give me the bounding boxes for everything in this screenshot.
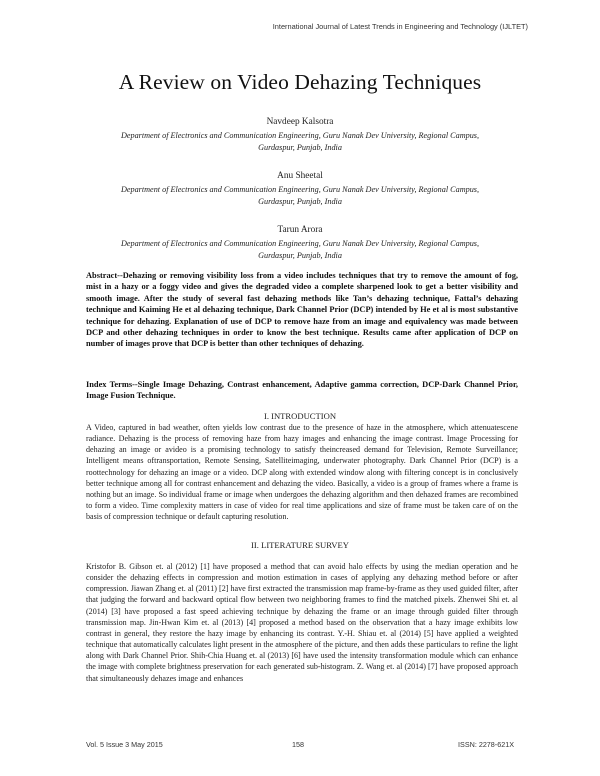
affiliation-line: Department of Electronics and Communication Engineering, Guru Nanak Dev University, Regional Campus,	[120, 185, 480, 194]
affiliation-line: Department of Electronics and Communication Engineering, Guru Nanak Dev University, Regional Campus,	[120, 239, 480, 248]
journal-header: International Journal of Latest Trends in Engineering and Technology (IJLTET)	[272, 22, 528, 31]
author-name: Navdeep Kalsotra	[266, 117, 334, 127]
footer-page-number: 158	[292, 740, 304, 749]
author-name: Tarun Arora	[277, 225, 323, 235]
author-affiliation	[70, 184, 530, 209]
affiliation-line: Department of Electronics and Communication Engineering, Guru Nanak Dev University, Regional Campus,	[120, 131, 480, 140]
section-title-introduction: I. INTRODUCTION	[263, 411, 337, 421]
author-affiliation	[70, 238, 530, 263]
footer-volume: Vol. 5 Issue 3 May 2015	[86, 740, 163, 749]
section-body-literature-survey: Kristofor B. Gibson et. al (2012) [1] have proposed a method that can avoid halo effects by using the median operation and he consider the dehazing effects in compression and motion estimation in cases of applying any dehazing method before or after compression. Jiawan Zhang et. al (2011) [2] have first extracted the transmission map frame-by-frame as they used guided filter, after that judging the forward and backward optical flow between two neighboring frames to find the matched pixels. Zhenwei Shi et. al (2014) [3] have proposed a fast speed achieving technique by dehazing the frame or an image through guided filter through transmission map. Jin-Hwan Kim et. al (2013) [4] proposed a method based on the observation that a hazy image exhibits low contrast in general, they restore the hazy image by enhancing its contrast. Y.-H. Shiau et. al (2014) [5] have applied a weighted technique that automatically calculates light present in the atmosphere of the picture, and then adds these particulars to refine the light along with Dark Channel Prior. Shih-Chia Huang et. al (2013) [6] have used the intensity transformation module which can enhance the image with complete brightness preservation for each generated sub-histogram. Z. Wang et. al (2014) [7] have proposed approach that simultaneously dehazes image and enhances	[86, 562, 518, 683]
paper-title: A Review on Video Dehazing Techniques	[118, 70, 482, 94]
abstract: Abstract--Dehazing or removing visibility loss from a video includes techniques that try to remove the amount of fog, mist in a hazy or a foggy video and gives the degraded video a complete sharpened look to get a better visibility and smooth image. After the study of several fast dehazing methods like Tan’s dehazing technique, Fattal’s dehazing technique and Kaiming He et al dehazing technique, Dark Channel Prior (DCP) intended by He et al is most substantive technique for dehazing. Explanation of use of DCP to remove haze from an image and equivalency was made between DCP and other dehazing techniques in order to know the best technique. Results came after application of DCP on number of images prove that DCP is better than other techniques of dehazing.	[86, 271, 518, 349]
index-terms: Index Terms--Single Image Dehazing, Contrast enhancement, Adaptive gamma correction, DCP-Dark Channel Prior, Image Fusion Technique.	[86, 380, 518, 401]
author-affiliation	[70, 130, 530, 155]
section-title-literature-survey: II. LITERATURE SURVEY	[251, 540, 349, 550]
affiliation-line: Gurdaspur, Punjab, India	[258, 251, 342, 261]
section-body-introduction: A Video, captured in bad weather, often yields low contrast due to the presence of haze in the atmosphere, which attenuatescene radiance. Dehazing is the process of removing haze from hazy images and enhancing the image contrast. Image Processing for dehazing an image or avideo is a promising technology to satisfy theincreased demand for Television, Remote Surveillance; Intelligent means oftransportation, Remote Sensing, Satelliteimaging, underwater photography. Dark Channel Prior (DCP) is a roottechnology for dehazing an image or a video. DCP along with extended window along with filtering concept is in conclusively better technique among all for contrast enhancement and dehazing the video. Basically, a video is a group of frames where a frame is nothing but an image. So individual frame or image when undergoes the dehazing algorithm and then dehazed frames are recombined to form a video. Time complexity matters in case of video for real time applications and size of frame must be taken care of on the basis of compression technique or default capturing resolution.	[86, 423, 518, 522]
footer-issn: ISSN: 2278-621X	[458, 740, 514, 749]
affiliation-line: Gurdaspur, Punjab, India	[258, 197, 342, 207]
affiliation-line: Gurdaspur, Punjab, India	[258, 143, 342, 153]
author-name: Anu Sheetal	[277, 171, 323, 181]
